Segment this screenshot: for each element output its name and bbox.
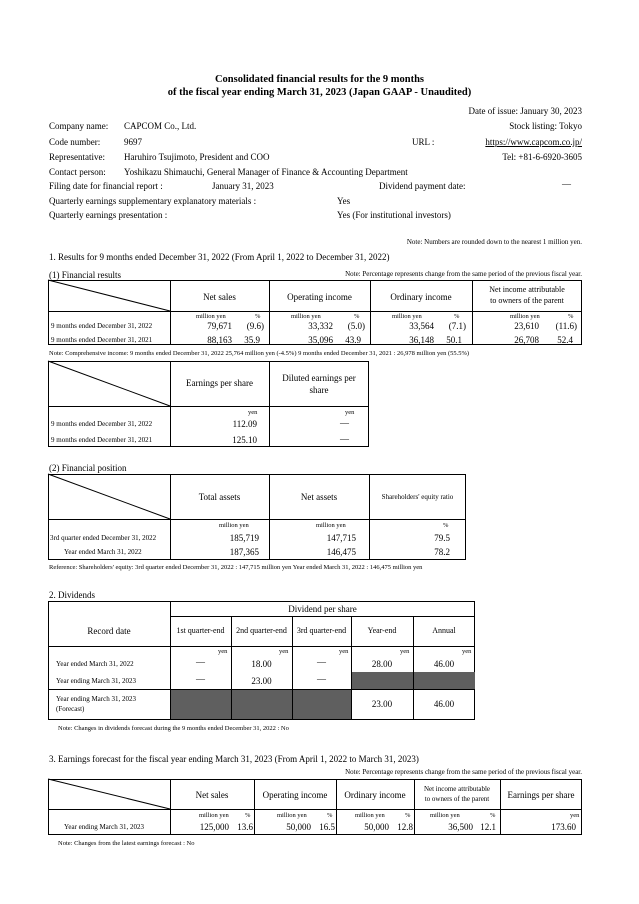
- row-label: 9 months ended December 31, 2022: [51, 322, 153, 330]
- ordinary-income-pct: (7.1): [448, 321, 466, 331]
- year-end-forecast: 23.00: [371, 699, 393, 709]
- header-operating-income: Operating income: [262, 790, 328, 800]
- company-url-link[interactable]: https://www.capcom.co.jp/: [485, 137, 582, 147]
- row-label-line2: (Forecast): [56, 705, 85, 713]
- net-assets-value: 147,715: [326, 533, 356, 543]
- report-title-line2: of the fiscal year ending March 31, 2023 (Japan GAAP - Unaudited): [167, 87, 472, 98]
- operating-income-pct: 43.9: [345, 335, 361, 345]
- net-income-pct: 52.4: [557, 335, 573, 345]
- comprehensive-income-note: Note: Comprehensive income: 9 months ended December 31, 2022 25,764 million yen (-4.5%) 9 months ended December 31, 2021 : 26,978 million yen (55.5%): [49, 350, 470, 357]
- header-year-end: Year-end: [367, 626, 397, 635]
- operating-income-pct: (5.0): [347, 321, 365, 331]
- header-2nd-quarter-end: 2nd quarter-end: [236, 626, 287, 635]
- header-net-income-line2: to owners of the parent: [424, 795, 490, 803]
- unit-million-yen: million yen: [355, 812, 385, 819]
- unit-million-yen: million yen: [316, 522, 346, 529]
- company-name-label: Company name:: [49, 121, 109, 131]
- header-1st-quarter-end: 1st quarter-end: [176, 626, 225, 635]
- header-net-income-line2: to owners of the parent: [490, 296, 564, 305]
- net-sales-pct: 35.9: [244, 335, 260, 345]
- forecast-note: Note: Changes from the latest earnings forecast : No: [58, 840, 195, 847]
- unit-million-yen: million yen: [219, 522, 249, 529]
- equity-ratio-value: 79.5: [434, 533, 450, 543]
- header-net-sales: Net sales: [203, 292, 236, 302]
- filing-date: January 31, 2023: [212, 181, 274, 191]
- unit-yen: yen: [279, 648, 289, 655]
- ordinary-income-value: 33,564: [409, 321, 434, 331]
- row-label: 9 months ended December 31, 2021: [51, 336, 153, 344]
- ordinary-income-forecast-pct: 12.8: [397, 822, 413, 832]
- operating-income-value: 33,332: [308, 321, 333, 331]
- eps-value: 112.09: [232, 419, 257, 429]
- q1-value: ―: [196, 657, 205, 667]
- unit-percent: %: [354, 313, 360, 320]
- filing-date-label: Filing date for financial report :: [49, 181, 163, 191]
- ordinary-income-value: 36,148: [409, 335, 434, 345]
- net-income-value: 23,610: [514, 321, 539, 331]
- row-label: Year ending March 31, 2023: [64, 823, 144, 831]
- operating-income-forecast: 50,000: [286, 822, 311, 832]
- header-diluted-eps-line2: share: [309, 385, 329, 395]
- company-name: CAPCOM Co., Ltd.: [124, 121, 197, 131]
- header-earnings-per-share: Earnings per share: [186, 378, 253, 388]
- percentage-note: Note: Percentage represents change from the same period of the previous fiscal year.: [345, 768, 582, 776]
- unit-yen: yen: [218, 648, 228, 655]
- header-ordinary-income: Ordinary income: [390, 292, 452, 302]
- q1-value: ―: [196, 674, 205, 684]
- supplementary-materials-label: Quarterly earnings supplementary explanatory materials :: [49, 196, 257, 206]
- unit-million-yen: million yen: [510, 313, 540, 320]
- rounding-note: Note: Numbers are rounded down to the nearest 1 million yen.: [406, 238, 582, 246]
- representative-label: Representative:: [49, 152, 105, 162]
- year-end-value: 28.00: [371, 659, 393, 669]
- unit-million-yen: million yen: [392, 313, 422, 320]
- earnings-presentation-value: Yes (For institutional investors): [337, 210, 451, 220]
- ordinary-income-forecast: 50,000: [364, 822, 389, 832]
- financial-position-subheading: (2) Financial position: [49, 463, 127, 473]
- unit-million-yen: million yen: [196, 313, 226, 320]
- percentage-note: Note: Percentage represents change from the same period of the previous fiscal year.: [345, 270, 582, 278]
- contact-person: Yoshikazu Shimauchi, General Manager of Finance & Accounting Department: [124, 167, 408, 177]
- unit-yen: yen: [339, 648, 349, 655]
- net-income-forecast-pct: 12.1: [480, 822, 496, 832]
- code-number: 9697: [124, 137, 142, 147]
- record-date-header: Record date: [87, 626, 131, 636]
- unit-yen: yen: [462, 648, 472, 655]
- header-net-income-line1: Net income attributable: [489, 285, 565, 294]
- section1-heading: 1. Results for 9 months ended December 31, 2022 (From April 1, 2022 to December 31, 2022): [49, 252, 390, 262]
- report-title-line1: Consolidated financial results for the 9 months: [214, 74, 425, 85]
- net-assets-value: 146,475: [326, 547, 356, 557]
- telephone: Tel: +81-6-6920-3605: [502, 152, 582, 162]
- header-diagonal-line: [48, 779, 170, 809]
- header-operating-income: Operating income: [287, 292, 352, 302]
- unit-percent: %: [568, 313, 574, 320]
- annual-forecast: 46.00: [433, 699, 455, 709]
- header-equity-ratio: Shareholders' equity ratio: [381, 493, 454, 501]
- header-diagonal-line: [48, 280, 170, 311]
- financial-results-subheading: (1) Financial results: [49, 270, 121, 280]
- ordinary-income-pct: 50.1: [446, 335, 462, 345]
- earnings-presentation-label: Quarterly earnings presentation :: [49, 210, 168, 220]
- total-assets-value: 185,719: [229, 533, 259, 543]
- diluted-eps-value: ―: [340, 434, 349, 444]
- diluted-eps-value: ―: [340, 418, 349, 428]
- unit-yen: yen: [248, 409, 258, 416]
- unit-percent: %: [255, 313, 261, 320]
- header-diagonal-line: [48, 361, 170, 406]
- unit-percent: %: [245, 812, 251, 819]
- row-label: 9 months ended December 31, 2021: [51, 436, 153, 444]
- header-net-sales: Net sales: [195, 790, 229, 800]
- net-sales-value: 79,671: [207, 321, 232, 331]
- row-label-line1: Year ending March 31, 2023: [56, 695, 136, 703]
- q2-value: 18.00: [251, 659, 272, 669]
- dividends-note: Note: Changes in dividends forecast during the 9 months ended December 31, 2022 : No: [58, 725, 289, 732]
- eps-forecast: 173.60: [551, 822, 576, 832]
- row-label: Year ending March 31, 2023: [56, 677, 136, 685]
- unit-percent: %: [490, 812, 496, 819]
- dividend-per-share-header: Dividend per share: [288, 604, 357, 614]
- shaded-cell: [171, 690, 351, 719]
- row-label: 3rd quarter ended December 31, 2022: [50, 534, 157, 542]
- header-net-income-line1: Net income attributable: [423, 785, 491, 793]
- q2-value: 23.00: [251, 676, 272, 686]
- unit-million-yen: million yen: [199, 812, 229, 819]
- dividend-payment-label: Dividend payment date:: [379, 181, 466, 191]
- eps-value: 125.10: [232, 435, 257, 445]
- row-label: Year ended March 31, 2022: [64, 548, 142, 556]
- shareholders-equity-note: Reference: Shareholders' equity: 3rd quarter ended December 31, 2022 : 147,715 million yen Year ended March 31, 2022 : 146,475 million yen: [49, 564, 423, 571]
- header-diagonal-line: [48, 474, 170, 519]
- header-3rd-quarter-end: 3rd quarter-end: [296, 626, 347, 635]
- date-of-issue: Date of issue: January 30, 2023: [468, 106, 582, 116]
- code-number-label: Code number:: [49, 137, 101, 147]
- unit-percent: %: [443, 522, 449, 529]
- net-sales-forecast: 125,000: [199, 822, 229, 832]
- equity-ratio-value: 78.2: [434, 547, 450, 557]
- net-income-pct: (11.6): [555, 321, 577, 331]
- header-diluted-eps-line1: Diluted earnings per: [282, 373, 356, 383]
- header-total-assets: Total assets: [198, 492, 241, 502]
- row-label: 9 months ended December 31, 2022: [51, 420, 153, 428]
- total-assets-value: 187,365: [229, 547, 259, 557]
- q3-value: ―: [317, 657, 326, 667]
- row-label: Year ended March 31, 2022: [56, 660, 134, 668]
- representative: Haruhiro Tsujimoto, President and COO: [124, 152, 270, 162]
- unit-yen: yen: [400, 648, 410, 655]
- url-label: URL :: [412, 137, 435, 147]
- q3-value: ―: [317, 674, 326, 684]
- section3-heading: 3. Earnings forecast for the fiscal year ending March 31, 2023 (From April 1, 2022 to March 31, 2023): [49, 754, 419, 764]
- net-sales-pct: (9.6): [246, 321, 264, 331]
- header-ordinary-income: Ordinary income: [344, 790, 406, 800]
- header-annual: Annual: [432, 626, 456, 635]
- unit-percent: %: [454, 313, 460, 320]
- operating-income-forecast-pct: 16.5: [319, 822, 335, 832]
- section2-heading: 2. Dividends: [49, 590, 95, 600]
- unit-percent: %: [327, 812, 333, 819]
- unit-million-yen: million yen: [291, 313, 321, 320]
- unit-million-yen: million yen: [430, 812, 460, 819]
- operating-income-value: 35,096: [308, 335, 333, 345]
- annual-value: 46.00: [433, 659, 455, 669]
- unit-million-yen: million yen: [277, 812, 307, 819]
- stock-listing: Stock listing: Tokyo: [509, 121, 582, 131]
- header-earnings-per-share: Earnings per share: [507, 790, 575, 800]
- net-income-value: 26,708: [514, 335, 539, 345]
- unit-yen: yen: [570, 812, 580, 819]
- net-sales-value: 88,163: [207, 335, 232, 345]
- unit-percent: %: [405, 812, 411, 819]
- dividend-payment-value: ―: [562, 179, 571, 189]
- net-sales-forecast-pct: 13.6: [237, 822, 253, 832]
- contact-label: Contact person:: [49, 167, 106, 177]
- unit-yen: yen: [345, 409, 355, 416]
- header-net-assets: Net assets: [300, 492, 338, 502]
- supplementary-materials-value: Yes: [337, 196, 351, 206]
- net-income-forecast: 36,500: [448, 822, 473, 832]
